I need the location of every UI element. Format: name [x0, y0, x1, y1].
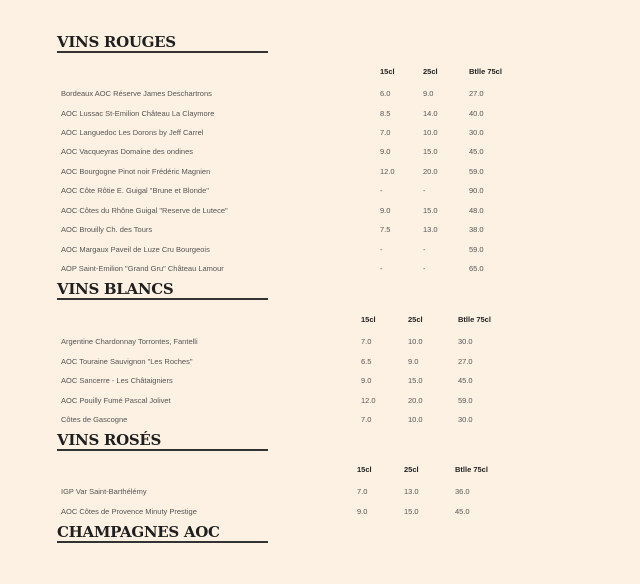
column-header-c3: Btlle 75cl	[455, 465, 488, 474]
price-bottle: 59.0	[458, 395, 473, 405]
wine-row	[0, 206, 640, 218]
price-bottle: 90.0	[469, 186, 484, 196]
wine-row	[0, 396, 640, 408]
wine-row	[0, 357, 640, 369]
price-15cl: 9.0	[357, 506, 368, 516]
wine-row	[0, 376, 640, 388]
title-underline	[57, 51, 268, 53]
price-25cl: 15.0	[423, 147, 438, 157]
column-header-c2: 25cl	[408, 315, 423, 324]
price-bottle: 40.0	[469, 108, 484, 118]
price-bottle: 45.0	[458, 376, 473, 385]
price-15cl: 7.0	[361, 415, 372, 424]
wine-name: AOC Pouilly Fumé Pascal Jolivet	[61, 395, 171, 405]
price-15cl: -	[380, 186, 383, 196]
price-bottle: 27.0	[458, 356, 473, 366]
price-15cl: 7.0	[361, 337, 372, 346]
wine-row	[0, 245, 640, 257]
title-underline	[57, 449, 268, 451]
wine-name: AOC Languedoc Les Dorons by Jeff Carrel	[61, 127, 204, 137]
price-bottle: 30.0	[469, 127, 484, 137]
price-15cl: 9.0	[380, 205, 391, 215]
wine-name: AOC Bourgogne Pinot noir Frédéric Magnien	[61, 166, 211, 176]
wine-name: Bordeaux AOC Réserve James Deschartrons	[61, 89, 212, 98]
price-25cl: 10.0	[408, 415, 423, 424]
price-25cl: 15.0	[408, 376, 423, 385]
price-25cl: 9.0	[408, 356, 419, 366]
wine-row	[0, 89, 640, 101]
price-bottle: 59.0	[469, 166, 484, 176]
wine-row	[0, 225, 640, 237]
column-header-c3: Btlle 75cl	[458, 315, 491, 324]
wine-row	[0, 109, 640, 121]
wine-row	[0, 487, 640, 499]
price-bottle: 30.0	[458, 415, 473, 424]
price-bottle: 59.0	[469, 244, 484, 254]
wine-row	[0, 415, 640, 427]
wine-row	[0, 147, 640, 159]
wine-name: AOC Margaux Paveil de Luze Cru Bourgeois	[61, 244, 210, 254]
price-bottle: 45.0	[469, 147, 484, 157]
price-15cl: 7.0	[380, 127, 391, 137]
wine-row	[0, 167, 640, 179]
price-15cl: 12.0	[380, 166, 395, 176]
section-title: VINS ROSÉS	[57, 431, 162, 449]
price-bottle: 65.0	[469, 264, 484, 273]
price-15cl: 6.0	[380, 89, 391, 98]
price-bottle: 45.0	[455, 506, 470, 516]
price-25cl: 13.0	[423, 225, 438, 235]
wine-name: AOC Côtes du Rhône Guigal "Reserve de Lutece"	[61, 205, 228, 215]
wine-name: IGP Var Saint-Barthélémy	[61, 487, 147, 496]
price-bottle: 30.0	[458, 337, 473, 346]
price-bottle: 27.0	[469, 89, 484, 98]
section-title: CHAMPAGNES AOC	[57, 523, 220, 541]
price-25cl: 10.0	[423, 127, 438, 137]
price-25cl: 15.0	[404, 506, 419, 516]
wine-name: AOC Côtes de Provence Minuty Prestige	[61, 506, 197, 516]
title-underline	[57, 298, 268, 300]
wine-name: AOP Saint-Emilion "Grand Gru" Château Lamour	[61, 264, 224, 273]
price-15cl: 6.5	[361, 356, 372, 366]
wine-row	[0, 186, 640, 198]
wine-name: AOC Brouilly Ch. des Tours	[61, 225, 153, 235]
price-25cl: -	[423, 186, 426, 196]
column-header-c1: 15cl	[357, 465, 372, 474]
wine-name: AOC Vacqueyras Domaine des ondines	[61, 147, 194, 157]
price-25cl: 13.0	[404, 487, 419, 496]
price-25cl: 14.0	[423, 108, 438, 118]
price-15cl: 9.0	[380, 147, 391, 157]
wine-name: Argentine Chardonnay Torrontes, Fantelli	[61, 337, 198, 346]
price-bottle: 48.0	[469, 205, 484, 215]
price-15cl: -	[380, 244, 383, 254]
wine-row	[0, 264, 640, 276]
price-25cl: 9.0	[423, 89, 434, 98]
price-15cl: 7.0	[357, 487, 368, 496]
wine-row	[0, 128, 640, 140]
wine-name: AOC Côte Rôtie E. Guigal "Brune et Blonde"	[61, 186, 209, 196]
column-header-c1: 15cl	[361, 315, 376, 324]
section-title: VINS BLANCS	[57, 280, 174, 298]
column-header-c1: 15cl	[380, 67, 395, 76]
title-underline	[57, 541, 268, 543]
wine-name: AOC Sancerre - Les Châtaigniers	[61, 376, 173, 385]
price-25cl: 20.0	[423, 166, 438, 176]
section-title: VINS ROUGES	[57, 33, 176, 51]
price-25cl: 20.0	[408, 395, 423, 405]
wine-name: Côtes de Gascogne	[61, 415, 128, 424]
wine-row	[0, 507, 640, 519]
wine-name: AOC Touraine Sauvignon "Les Roches"	[61, 356, 193, 366]
price-15cl: 7.5	[380, 225, 391, 235]
price-bottle: 38.0	[469, 225, 484, 235]
price-25cl: 10.0	[408, 337, 423, 346]
price-25cl: -	[423, 244, 426, 254]
wine-row	[0, 337, 640, 349]
column-header-c3: Btlle 75cl	[469, 67, 502, 76]
column-header-c2: 25cl	[404, 465, 419, 474]
price-25cl: -	[423, 264, 426, 273]
price-15cl: -	[380, 264, 383, 273]
wine-name: AOC Lussac St-Emilion Château La Claymore	[61, 108, 215, 118]
price-15cl: 12.0	[361, 395, 376, 405]
price-bottle: 36.0	[455, 487, 470, 496]
column-header-c2: 25cl	[423, 67, 438, 76]
price-15cl: 8.5	[380, 108, 391, 118]
price-25cl: 15.0	[423, 205, 438, 215]
price-15cl: 9.0	[361, 376, 372, 385]
